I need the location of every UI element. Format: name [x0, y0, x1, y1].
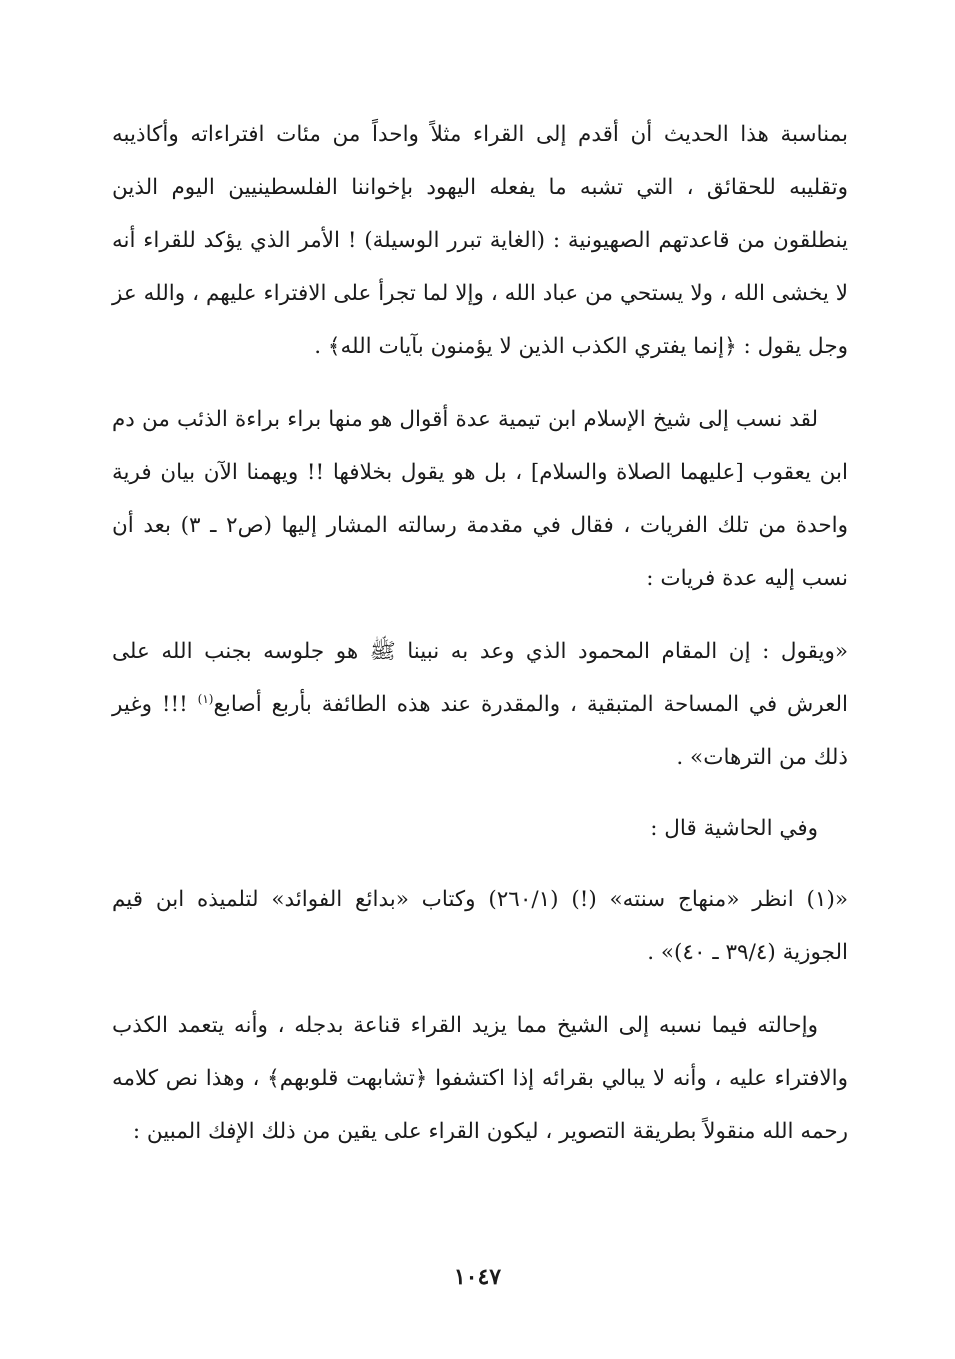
- body-text: [112, 108, 848, 1158]
- paragraph-conclusion: وإحالته فيما نسبه إلى الشيخ مما يزيد القراء قناعة بدجله ، وأنه يتعمد الكذب والافتراء عليه ، وأنه لا يبالي بقرائه إذا اكتشفوا ﴿تشابهت قلوبهم﴾ ، وهذا نص كلامه رحمه الله منقولاً بطريقة التصوير ، ليكون القراء على يقين من ذلك الإفك المبين :: [112, 1013, 848, 1144]
- quote-text-end: !!! وغير ذلك من الترهات» .: [112, 692, 848, 770]
- paragraph-margin-note-intro: وفي الحاشية قال :: [650, 816, 818, 841]
- quote-text-start: «ويقول : إن المقام المحمود الذي وعد به نبينا ﷺ هو جلوسه بجنب الله على العرش في المساحة المتبقية ، والمقدرة عند هذه الطائفة بأربع أصابع: [112, 639, 848, 717]
- footnote-marker: (١): [197, 691, 214, 706]
- paragraph-quote: [112, 625, 848, 784]
- page-number: ١٠٤٧: [453, 1264, 502, 1290]
- paragraph-intro: بمناسبة هذا الحديث أن أقدم إلى القراء مثلاً واحداً من مئات افتراءاته وأكاذيبه وتقليبه للحقائق ، التي تشبه ما يفعله اليهود بإخواننا الفلسطينيين اليوم الذين ينطلقون من قاعدتهم الصهيونية : (الغاية تبرر الوسيلة) ! الأمر الذي يؤكد للقراء أنه لا يخشى الله ، ولا يستحي من عباد الله ، وإلا لما تجرأ على الافتراء عليهم ، والله عز وجل يقول : ﴿إنما يفتري الكذب الذين لا يؤمنون بآيات الله﴾ .: [112, 122, 848, 359]
- paragraph-footnote-quote: «(١) انظر «منهاج سنته» (!) (٢٦٠/١) وكتاب «بدائع الفوائد» لتلميذه ابن قيم الجوزية (٣٩/٤ ـ ٤٠)» .: [112, 887, 848, 965]
- paragraph-attribution: لقد نسب إلى شيخ الإسلام ابن تيمية عدة أقوال هو منها براء براءة الذئب من دم ابن يعقوب [عليهما الصلاة والسلام] ، بل هو يقول بخلافها !! ويهمنا الآن بيان فرية واحدة من تلك الفريات ، فقال في مقدمة رسالته المشار إليها (ص٢ ـ ٣) بعد أن نسب إليه عدة فريات :: [112, 407, 848, 591]
